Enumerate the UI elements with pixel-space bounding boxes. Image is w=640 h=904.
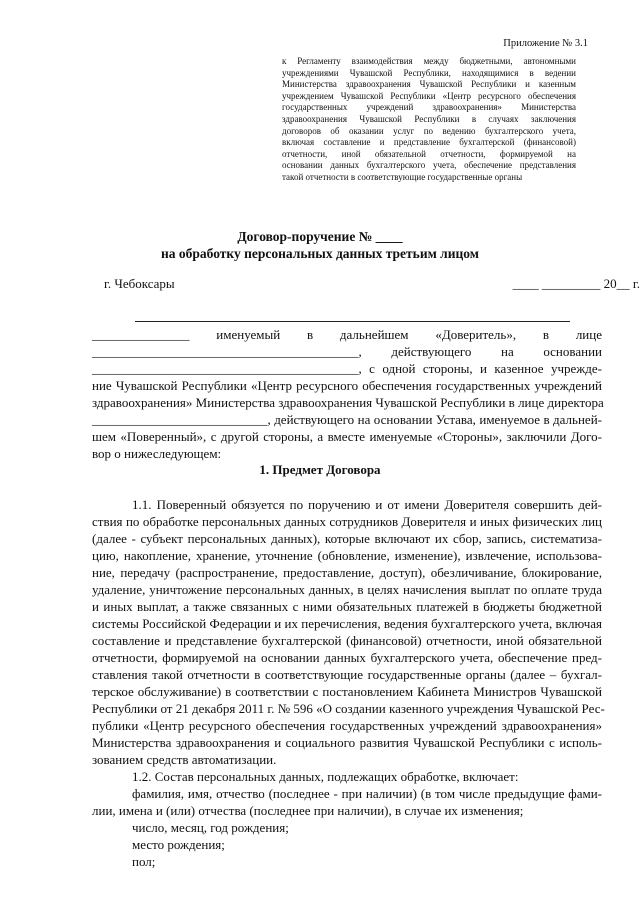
section-line: место рождения; xyxy=(132,837,225,852)
intro-line: вор о нижеследующем: xyxy=(92,446,222,461)
section-line: составление и представление бухгалтерской (финансовой) отчетности, иной обязательной xyxy=(92,633,602,648)
intro-line: здравоохранения» Министерства здравоохранения Чувашской Республики в лице директора xyxy=(92,395,604,410)
appendix-line: включая составление и представление бухгалтерской (финансовой) xyxy=(282,137,576,148)
appendix-line: учреждениями Чувашской Республики, находящимися в ведении xyxy=(282,67,576,78)
appendix-line: государственных учреждений здравоохранения» Министерства xyxy=(282,102,576,113)
section-line: (далее - субъект персональных данных), которые включают их сбор, запись, систематиза- xyxy=(92,531,602,546)
city: г. Чебоксары xyxy=(104,276,175,291)
section-line: зованием средств автоматизации. xyxy=(92,752,277,767)
appendix-line: Министерства здравоохранения Чувашской Республики и казенным xyxy=(282,79,576,90)
appendix-line: к Регламенту взаимодействия между бюджетными, автономными xyxy=(282,56,576,66)
section-line: ставления такой отчетности в соответствующие государственные органы (далее – бухгал- xyxy=(92,667,602,682)
section-heading: 1. Предмет Договора xyxy=(259,462,381,477)
section-line: ствия по обработке персональных данных сотрудников Доверителя и иных физических лиц xyxy=(92,514,602,529)
section-line: число, месяц, год рождения; xyxy=(132,820,289,835)
section-line: 1.2. Состав персональных данных, подлежащих обработке, включает: xyxy=(132,769,519,784)
appendix-line: договоров об оказании услуг по ведению бухгалтерского учета, xyxy=(282,125,576,136)
section-line: пол; xyxy=(132,854,156,869)
section-line: 1.1. Поверенный обязуется по поручению и от имени Доверителя совершить дей- xyxy=(132,497,602,512)
intro-line: ___________________________, действующего на основании Устава, именуемое в дальней- xyxy=(92,412,602,427)
appendix-line: здравоохранения Чувашской Республики в случаях заключения xyxy=(282,113,576,124)
section-line: системы Российской Федерации и их перечисления, ведения бухгалтерского учета, включая xyxy=(92,616,602,631)
section-line: цию, накопление, хранение, уточнение (обновление, изменение), извлечение, использова- xyxy=(92,548,602,563)
place-date-row xyxy=(104,276,640,292)
intro-line: _______________ именуемый в дальнейшем «Доверитель», в лице xyxy=(92,327,602,342)
appendix-line: учреждением Чувашской Республики «Центр ресурсного обеспечения xyxy=(282,90,576,101)
section-line: публики «Центр ресурсного обеспечения государственных учреждений здравоохранения» xyxy=(92,718,602,733)
intro-line: ние Чувашской Республики «Центр ресурсного обеспечения государственных учреждений xyxy=(92,378,602,393)
section-line: отчетности, формируемой на основании данных бухгалтерского учета, обеспечение пред- xyxy=(92,650,602,665)
intro-line: шем «Поверенный», с другой стороны, а вместе именуемые «Стороны», заключили Дого- xyxy=(92,429,602,444)
appendix-number: Приложение № 3.1 xyxy=(503,38,588,49)
section-line: удаление, уничтожение персональных данных, в целях начисления выплат по оплате труда xyxy=(92,582,602,597)
section-line: фамилия, имя, отчество (последнее - при наличии) (в том числе предыдущие фами- xyxy=(132,786,602,801)
appendix-line: основании данных бухгалтерского учета, обеспечение представления xyxy=(282,160,576,171)
section-line: терское обслуживание) в соответствии с постановлением Кабинета Министров Чувашской xyxy=(92,684,602,699)
section-line: ние, передачу (распространение, предоставление, доступ), обезличивание, блокирование, xyxy=(92,565,602,580)
contract-subtitle: на обработку персональных данных третьим лицом xyxy=(160,246,479,261)
contract-title: Договор-поручение № ____ xyxy=(237,229,403,244)
appendix-line: отчетности, иной обязательной отчетности, формируемой на xyxy=(282,148,576,159)
appendix-line: такой отчетности в соответствующие государственные органы xyxy=(282,171,523,182)
section-line: Министерства здравоохранения и социального развития Чувашской Республики с исполь- xyxy=(92,735,602,750)
blank-rule xyxy=(135,321,570,322)
section-line: лии, имена и (или) отчества (последнее при наличии), в случае их изменения; xyxy=(92,803,524,818)
intro-line: _________________________________________, с одной стороны, и казенное учрежде- xyxy=(92,361,602,376)
section-line: и иных выплат, а также связанных с ними обязательных платежей в бюджеты бюджетной xyxy=(92,599,602,614)
section-line: Республики от 21 декабря 2011 г. № 596 «О создании казенного учреждения Чувашской Рес- xyxy=(92,701,605,716)
contract-date: ____ _________ 20__ г. xyxy=(512,276,640,291)
intro-line: _________________________________________, действующего на основании xyxy=(92,344,602,359)
appendix-reference xyxy=(282,56,576,184)
